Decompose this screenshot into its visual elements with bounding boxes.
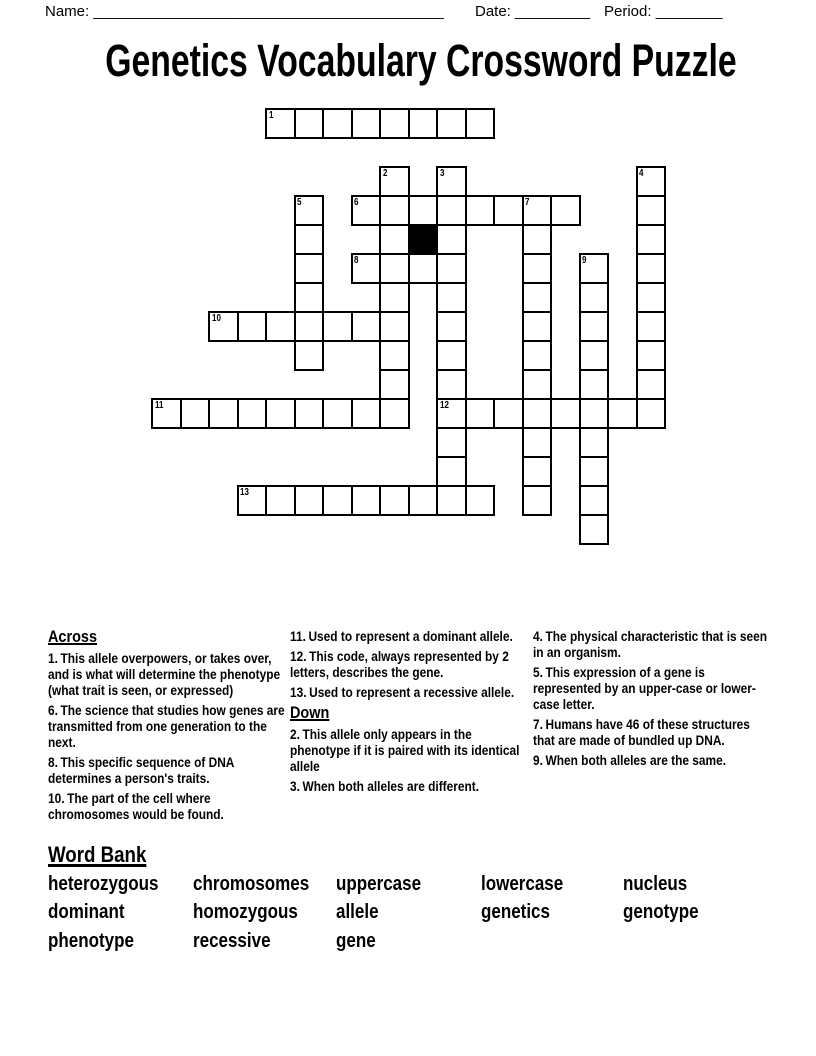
clue-text: The part of the cell where chromosomes would be found. xyxy=(48,790,224,822)
word-bank-word: genotype xyxy=(623,901,699,924)
crossword-cell[interactable] xyxy=(436,456,467,487)
clue-text: The physical characteristic that is seen in an organism. xyxy=(533,628,768,660)
crossword-cell[interactable] xyxy=(579,398,610,429)
clue-across-10 xyxy=(48,790,286,822)
page-title: Genetics Vocabulary Crossword Puzzle xyxy=(105,35,737,86)
clue-text: This expression of a gene is represented by an upper-case or lower-case letter. xyxy=(533,664,756,712)
crossword-cell[interactable] xyxy=(550,195,581,226)
crossword-cell[interactable] xyxy=(436,195,467,226)
crossword-cell[interactable] xyxy=(465,195,496,226)
crossword-cell[interactable] xyxy=(379,195,410,226)
crossword-cell[interactable] xyxy=(379,224,410,255)
crossword-cell[interactable] xyxy=(522,311,553,342)
cell-number: 1 xyxy=(268,110,273,121)
crossword-cell[interactable] xyxy=(636,224,667,255)
cell-number: 9 xyxy=(582,255,587,266)
cell-number: 12 xyxy=(439,400,449,411)
cell-number: 7 xyxy=(525,197,530,208)
crossword-cell[interactable] xyxy=(294,340,325,371)
crossword-cell[interactable] xyxy=(180,398,211,429)
crossword-cell[interactable] xyxy=(522,224,553,255)
crossword-cell[interactable] xyxy=(522,282,553,313)
crossword-cell[interactable] xyxy=(465,398,496,429)
crossword-cell[interactable] xyxy=(379,253,410,284)
clue-text: The science that studies how genes are transmitted from one generation to the next. xyxy=(48,702,285,750)
cell-number: 3 xyxy=(439,168,444,179)
crossword-cell[interactable] xyxy=(579,369,610,400)
crossword-cell[interactable] xyxy=(579,456,610,487)
clue-text: Used to represent a recessive allele. xyxy=(309,684,515,700)
crossword-cell[interactable] xyxy=(294,485,325,516)
crossword-cell[interactable] xyxy=(493,398,524,429)
clue-number: 6. xyxy=(48,702,58,718)
crossword-cell[interactable] xyxy=(550,398,581,429)
crossword-cell[interactable] xyxy=(379,311,410,342)
clue-down-4 xyxy=(533,628,771,660)
down-header: Down xyxy=(290,703,330,722)
name-label: Name: xyxy=(45,3,90,20)
word-bank-word: homozygous xyxy=(193,901,298,924)
clue-down-5 xyxy=(533,664,771,712)
crossword-cell[interactable] xyxy=(208,398,239,429)
crossword-cell[interactable] xyxy=(408,195,439,226)
crossword-cell[interactable] xyxy=(237,485,268,516)
crossword-cell[interactable] xyxy=(351,253,382,284)
crossword-cell[interactable] xyxy=(322,311,353,342)
word-bank-word: chromosomes xyxy=(193,873,310,895)
date-field xyxy=(475,3,590,21)
crossword-cell[interactable] xyxy=(465,108,496,139)
clue-down-9 xyxy=(533,752,771,768)
crossword-cell[interactable] xyxy=(379,485,410,516)
crossword-cell[interactable] xyxy=(436,427,467,458)
crossword-cell[interactable] xyxy=(408,485,439,516)
crossword-cell[interactable] xyxy=(351,311,382,342)
period-field xyxy=(604,3,722,21)
clue-number: 8. xyxy=(48,754,58,770)
crossword-cell[interactable] xyxy=(322,485,353,516)
clue-number: 10. xyxy=(48,790,65,806)
cell-number: 10 xyxy=(211,313,221,324)
crossword-cell[interactable] xyxy=(237,398,268,429)
crossword-cell[interactable] xyxy=(294,108,325,139)
crossword-cell[interactable] xyxy=(522,195,553,226)
crossword-cell[interactable] xyxy=(265,485,296,516)
clue-across-8 xyxy=(48,754,286,786)
crossword-cell[interactable] xyxy=(436,485,467,516)
word-bank-word: allele xyxy=(336,901,379,924)
clue-across-1 xyxy=(48,650,286,698)
crossword-cell[interactable] xyxy=(379,108,410,139)
crossword-cell[interactable] xyxy=(294,224,325,255)
clue-number: 5. xyxy=(533,664,543,680)
clue-down-3 xyxy=(290,778,525,794)
crossword-cell[interactable] xyxy=(522,427,553,458)
clue-across-12 xyxy=(290,648,525,680)
crossword-cell[interactable] xyxy=(579,282,610,313)
cell-number: 5 xyxy=(297,197,302,208)
crossword-cell[interactable] xyxy=(436,166,467,197)
crossword-cell[interactable] xyxy=(351,195,382,226)
crossword-cell[interactable] xyxy=(522,340,553,371)
crossword-cell[interactable] xyxy=(379,340,410,371)
crossword-cell[interactable] xyxy=(579,485,610,516)
clue-text: This code, always represented by 2 letters, describes the gene. xyxy=(290,648,509,680)
crossword-cell[interactable] xyxy=(351,398,382,429)
title-container xyxy=(0,36,816,86)
crossword-cell[interactable] xyxy=(379,282,410,313)
clue-number: 11. xyxy=(290,628,306,644)
crossword-cell[interactable] xyxy=(522,369,553,400)
crossword-cell[interactable] xyxy=(322,108,353,139)
clue-number: 3. xyxy=(290,778,300,794)
word-bank-word: recessive xyxy=(193,929,271,952)
blocked-cell xyxy=(408,224,439,255)
crossword-cell[interactable] xyxy=(436,224,467,255)
clue-number: 12. xyxy=(290,648,307,664)
crossword-cell[interactable] xyxy=(379,166,410,197)
crossword-cell[interactable] xyxy=(294,398,325,429)
cell-number: 13 xyxy=(240,487,249,498)
crossword-cell[interactable] xyxy=(465,485,496,516)
crossword-cell[interactable] xyxy=(522,398,553,429)
crossword-cell[interactable] xyxy=(436,108,467,139)
period-blank-line[interactable]: ________ xyxy=(655,3,723,20)
crossword-cell[interactable] xyxy=(436,282,467,313)
clues-column-3 xyxy=(533,628,771,772)
clues-column-2 xyxy=(290,628,525,798)
crossword-cell[interactable] xyxy=(294,195,325,226)
clue-across-11 xyxy=(290,628,525,644)
word-bank-word: genetics xyxy=(481,901,550,924)
crossword-cell[interactable] xyxy=(607,398,638,429)
clue-text: This specific sequence of DNA determines a person's traits. xyxy=(48,754,234,786)
crossword-cell[interactable] xyxy=(522,456,553,487)
crossword-cell[interactable] xyxy=(636,340,667,371)
crossword-cell[interactable] xyxy=(636,282,667,313)
crossword-cell[interactable] xyxy=(379,369,410,400)
word-bank-word: phenotype xyxy=(48,929,134,952)
crossword-cell[interactable] xyxy=(579,253,610,284)
crossword-grid xyxy=(151,108,668,545)
crossword-cell[interactable] xyxy=(379,398,410,429)
clue-text: Used to represent a dominant allele. xyxy=(308,628,513,644)
date-blank-line[interactable]: _________ xyxy=(515,3,591,20)
word-bank xyxy=(48,872,793,957)
crossword-cell[interactable] xyxy=(522,485,553,516)
clue-across-6 xyxy=(48,702,286,750)
crossword-cell[interactable] xyxy=(351,485,382,516)
word-bank-word: uppercase xyxy=(336,873,422,895)
crossword-cell[interactable] xyxy=(493,195,524,226)
date-label: Date: xyxy=(475,3,511,20)
word-bank-word: lowercase xyxy=(481,873,564,895)
cell-number: 4 xyxy=(639,168,644,179)
crossword-cell[interactable] xyxy=(351,108,382,139)
crossword-cell[interactable] xyxy=(408,108,439,139)
clue-text: When both alleles are different. xyxy=(302,778,480,794)
clue-down-7 xyxy=(533,716,771,748)
clue-number: 2. xyxy=(290,726,300,742)
clue-text: When both alleles are the same. xyxy=(545,752,727,768)
clue-text: This allele overpowers, or takes over, and is what will determine the phenotype (what trait is seen, or expressed) xyxy=(48,650,281,698)
crossword-cell[interactable] xyxy=(265,311,296,342)
crossword-cell[interactable] xyxy=(522,253,553,284)
cell-number: 6 xyxy=(354,197,359,208)
name-field xyxy=(45,3,444,21)
clues-column-1 xyxy=(48,628,286,826)
crossword-cell[interactable] xyxy=(579,340,610,371)
crossword-cell[interactable] xyxy=(579,514,610,545)
crossword-cell[interactable] xyxy=(294,311,325,342)
clue-number: 1. xyxy=(48,650,58,666)
crossword-cell[interactable] xyxy=(436,311,467,342)
crossword-cell[interactable] xyxy=(265,108,296,139)
word-bank-word: dominant xyxy=(48,901,125,924)
cell-number: 11 xyxy=(154,400,163,411)
crossword-cell[interactable] xyxy=(208,311,239,342)
crossword-cell[interactable] xyxy=(636,311,667,342)
crossword-cell[interactable] xyxy=(294,253,325,284)
clue-down-2 xyxy=(290,726,525,774)
crossword-cell[interactable] xyxy=(436,398,467,429)
crossword-cell[interactable] xyxy=(151,398,182,429)
crossword-cell[interactable] xyxy=(436,340,467,371)
crossword-cell[interactable] xyxy=(636,166,667,197)
clue-across-13 xyxy=(290,684,525,700)
clue-number: 9. xyxy=(533,752,543,768)
word-bank-word: heterozygous xyxy=(48,873,159,895)
crossword-cell[interactable] xyxy=(322,398,353,429)
crossword-cell[interactable] xyxy=(265,398,296,429)
crossword-cell[interactable] xyxy=(636,398,667,429)
crossword-cell[interactable] xyxy=(636,195,667,226)
crossword-cell[interactable] xyxy=(436,253,467,284)
across-header: Across xyxy=(48,627,97,646)
period-label: Period: xyxy=(604,3,652,20)
name-blank-line[interactable]: __________________________________________ xyxy=(93,3,444,20)
cell-number: 8 xyxy=(354,255,359,266)
clue-text: This allele only appears in the phenotype if it is paired with its identical allele xyxy=(290,726,520,774)
word-bank-word: gene xyxy=(336,929,376,952)
clue-number: 7. xyxy=(533,716,543,732)
crossword-cell[interactable] xyxy=(436,369,467,400)
clue-text: Humans have 46 of these structures that are made of bundled up DNA. xyxy=(533,716,750,748)
word-bank-word: nucleus xyxy=(623,873,688,895)
clue-number: 4. xyxy=(533,628,543,644)
crossword-cell[interactable] xyxy=(579,427,610,458)
crossword-cell[interactable] xyxy=(636,369,667,400)
clue-number: 13. xyxy=(290,684,307,700)
crossword-cell[interactable] xyxy=(636,253,667,284)
cell-number: 2 xyxy=(382,168,387,179)
crossword-cell[interactable] xyxy=(408,253,439,284)
crossword-cell[interactable] xyxy=(237,311,268,342)
word-bank-header: Word Bank xyxy=(48,842,147,867)
crossword-cell[interactable] xyxy=(294,282,325,313)
crossword-cell[interactable] xyxy=(579,311,610,342)
